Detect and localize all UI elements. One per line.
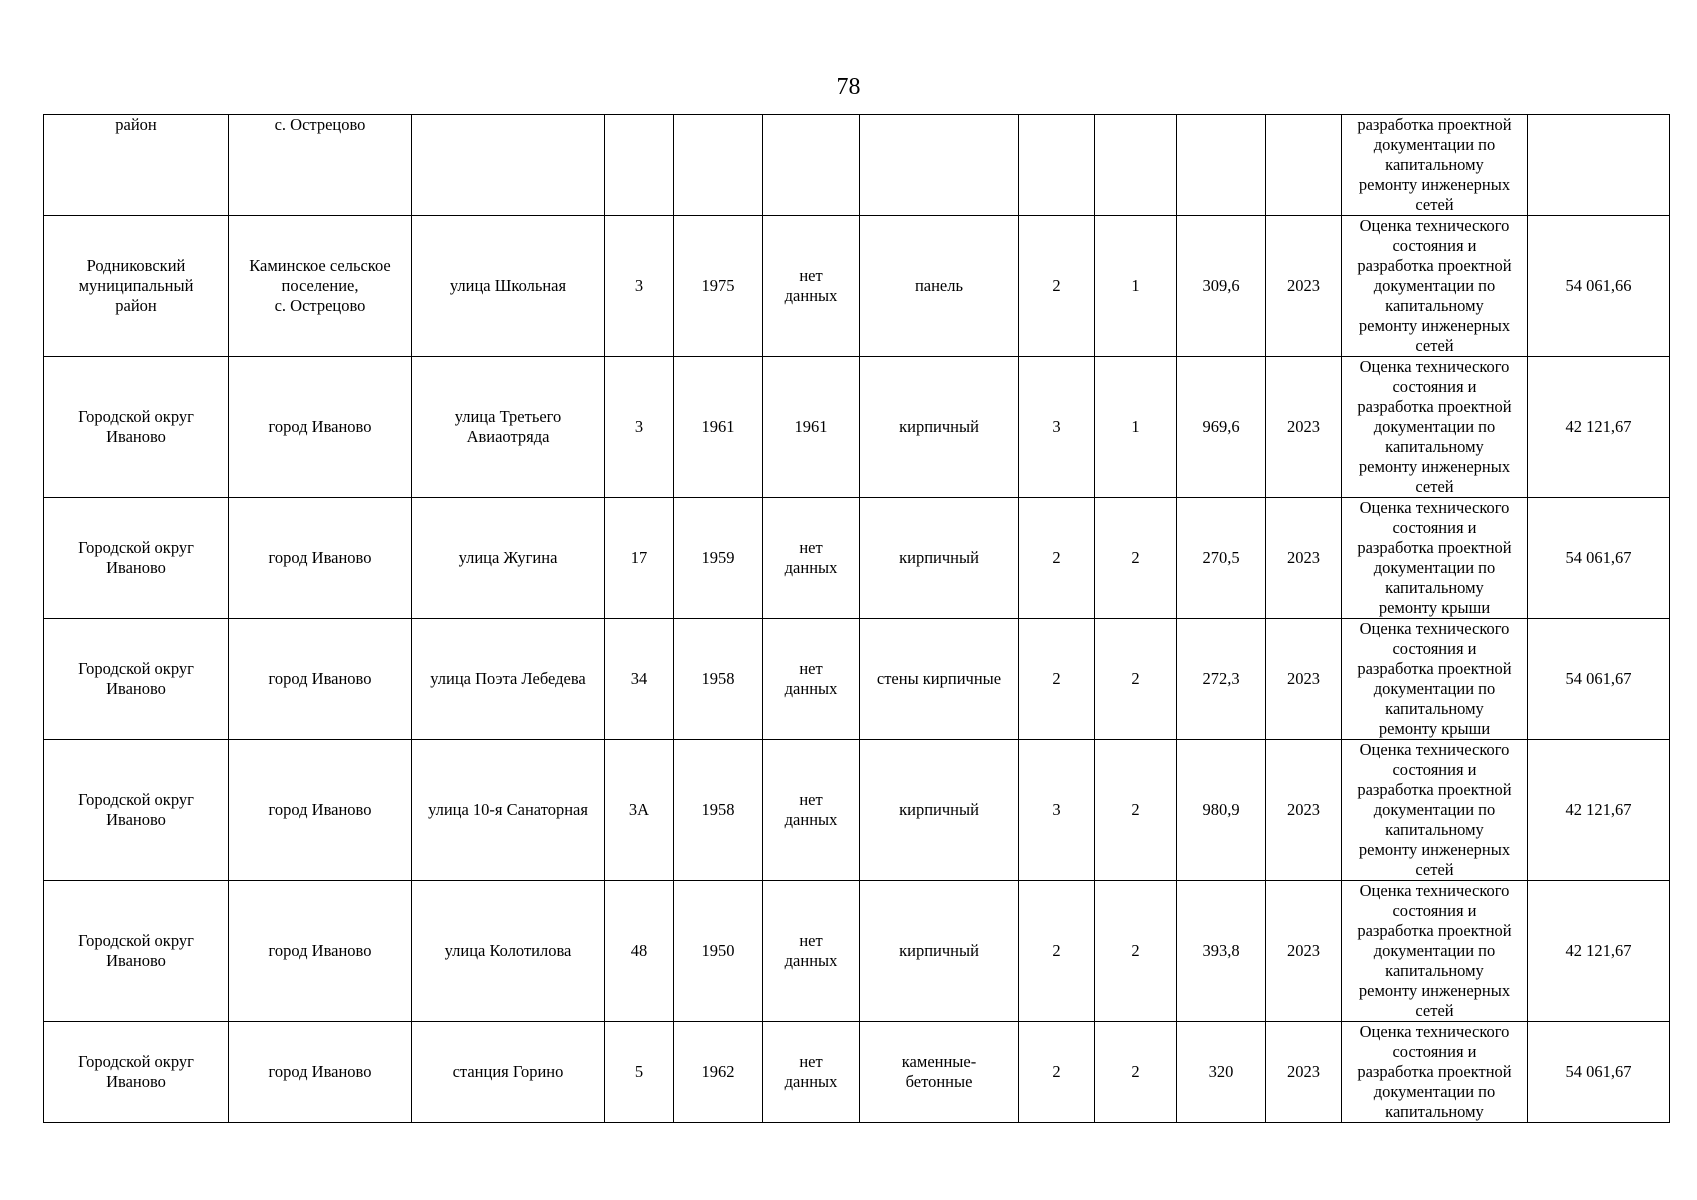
floors-cell: 3 — [1019, 740, 1095, 881]
wall-material-cell: стены кирпичные — [860, 619, 1019, 740]
planned-year-cell: 2023 — [1266, 619, 1342, 740]
entrances-cell — [1095, 115, 1177, 216]
commissioned-cell: нет данных — [763, 1022, 860, 1123]
cost-cell: 54 061,67 — [1528, 1022, 1670, 1123]
planned-year-cell: 2023 — [1266, 216, 1342, 357]
settlement-cell: город Иваново — [229, 881, 412, 1022]
district-cell: Родниковский муниципальный район — [44, 216, 229, 357]
area-cell: 309,6 — [1177, 216, 1266, 357]
entrances-cell: 2 — [1095, 740, 1177, 881]
commissioned-cell: нет данных — [763, 498, 860, 619]
floors-cell: 2 — [1019, 619, 1095, 740]
district-cell: Городской округ Иваново — [44, 881, 229, 1022]
wall-material-cell: кирпичный — [860, 740, 1019, 881]
street-cell: улица Колотилова — [412, 881, 605, 1022]
cost-cell: 42 121,67 — [1528, 740, 1670, 881]
house-number-cell: 3 — [605, 216, 674, 357]
commissioned-cell: 1961 — [763, 357, 860, 498]
district-cell: Городской округ Иваново — [44, 1022, 229, 1123]
cost-cell: 54 061,67 — [1528, 619, 1670, 740]
house-number-cell: 48 — [605, 881, 674, 1022]
wall-material-cell: каменные- бетонные — [860, 1022, 1019, 1123]
cost-cell: 54 061,66 — [1528, 216, 1670, 357]
year-built-cell: 1961 — [674, 357, 763, 498]
area-cell — [1177, 115, 1266, 216]
commissioned-cell: нет данных — [763, 740, 860, 881]
page-number: 78 — [836, 74, 861, 100]
commissioned-cell: нет данных — [763, 881, 860, 1022]
cost-cell: 54 061,67 — [1528, 498, 1670, 619]
planned-year-cell: 2023 — [1266, 740, 1342, 881]
house-number-cell — [605, 115, 674, 216]
year-built-cell: 1950 — [674, 881, 763, 1022]
year-built-cell — [674, 115, 763, 216]
street-cell: улица Третьего Авиаотряда — [412, 357, 605, 498]
year-built-cell: 1959 — [674, 498, 763, 619]
settlement-cell: город Иваново — [229, 357, 412, 498]
settlement-cell: город Иваново — [229, 498, 412, 619]
planned-year-cell: 2023 — [1266, 1022, 1342, 1123]
floors-cell: 2 — [1019, 1022, 1095, 1123]
cost-cell: 42 121,67 — [1528, 881, 1670, 1022]
wall-material-cell: кирпичный — [860, 498, 1019, 619]
planned-year-cell: 2023 — [1266, 498, 1342, 619]
settlement-cell: город Иваново — [229, 740, 412, 881]
work-type-cell: Оценка технического состояния и разработка проектной документации по капитальному ремонту крыши — [1342, 498, 1528, 619]
buildings-table — [43, 114, 1670, 1123]
table-row — [44, 1022, 1670, 1123]
area-cell: 969,6 — [1177, 357, 1266, 498]
year-built-cell: 1962 — [674, 1022, 763, 1123]
commissioned-cell — [763, 115, 860, 216]
street-cell: станция Горино — [412, 1022, 605, 1123]
work-type-cell: Оценка технического состояния и разработка проектной документации по капитальному ремонту инженерных сетей — [1342, 216, 1528, 357]
house-number-cell: 3А — [605, 740, 674, 881]
table-row — [44, 881, 1670, 1022]
table-row — [44, 740, 1670, 881]
floors-cell: 2 — [1019, 881, 1095, 1022]
work-type-cell: Оценка технического состояния и разработка проектной документации по капитальному — [1342, 1022, 1528, 1123]
commissioned-cell: нет данных — [763, 619, 860, 740]
district-cell: Городской округ Иваново — [44, 498, 229, 619]
area-cell: 272,3 — [1177, 619, 1266, 740]
floors-cell — [1019, 115, 1095, 216]
entrances-cell: 2 — [1095, 881, 1177, 1022]
work-type-cell: Оценка технического состояния и разработка проектной документации по капитальному ремонту крыши — [1342, 619, 1528, 740]
entrances-cell: 1 — [1095, 357, 1177, 498]
work-type-cell: Оценка технического состояния и разработка проектной документации по капитальному ремонту инженерных сетей — [1342, 740, 1528, 881]
house-number-cell: 17 — [605, 498, 674, 619]
cost-cell — [1528, 115, 1670, 216]
table-row — [44, 357, 1670, 498]
settlement-cell: город Иваново — [229, 1022, 412, 1123]
area-cell: 320 — [1177, 1022, 1266, 1123]
table-row — [44, 115, 1670, 216]
planned-year-cell: 2023 — [1266, 881, 1342, 1022]
table-row — [44, 216, 1670, 357]
floors-cell: 3 — [1019, 357, 1095, 498]
house-number-cell: 5 — [605, 1022, 674, 1123]
area-cell: 980,9 — [1177, 740, 1266, 881]
street-cell — [412, 115, 605, 216]
area-cell: 393,8 — [1177, 881, 1266, 1022]
street-cell: улица 10-я Санаторная — [412, 740, 605, 881]
street-cell: улица Жугина — [412, 498, 605, 619]
district-cell: Городской округ Иваново — [44, 357, 229, 498]
floors-cell: 2 — [1019, 216, 1095, 357]
planned-year-cell: 2023 — [1266, 357, 1342, 498]
district-cell: Городской округ Иваново — [44, 740, 229, 881]
wall-material-cell: панель — [860, 216, 1019, 357]
entrances-cell: 2 — [1095, 498, 1177, 619]
year-built-cell: 1958 — [674, 619, 763, 740]
district-cell: Городской округ Иваново — [44, 619, 229, 740]
work-type-cell: Оценка технического состояния и разработка проектной документации по капитальному ремонту инженерных сетей — [1342, 881, 1528, 1022]
entrances-cell: 1 — [1095, 216, 1177, 357]
settlement-cell: Каминское сельское поселение, с. Острецово — [229, 216, 412, 357]
area-cell: 270,5 — [1177, 498, 1266, 619]
entrances-cell: 2 — [1095, 1022, 1177, 1123]
work-type-cell: разработка проектной документации по капитальному ремонту инженерных сетей — [1342, 115, 1528, 216]
year-built-cell: 1975 — [674, 216, 763, 357]
house-number-cell: 34 — [605, 619, 674, 740]
wall-material-cell: кирпичный — [860, 881, 1019, 1022]
district-cell: район — [44, 115, 229, 216]
commissioned-cell: нет данных — [763, 216, 860, 357]
settlement-cell: с. Острецово — [229, 115, 412, 216]
table-row — [44, 498, 1670, 619]
cost-cell: 42 121,67 — [1528, 357, 1670, 498]
work-type-cell: Оценка технического состояния и разработка проектной документации по капитальному ремонту инженерных сетей — [1342, 357, 1528, 498]
table-row — [44, 619, 1670, 740]
wall-material-cell — [860, 115, 1019, 216]
year-built-cell: 1958 — [674, 740, 763, 881]
wall-material-cell: кирпичный — [860, 357, 1019, 498]
planned-year-cell — [1266, 115, 1342, 216]
street-cell: улица Поэта Лебедева — [412, 619, 605, 740]
settlement-cell: город Иваново — [229, 619, 412, 740]
street-cell: улица Школьная — [412, 216, 605, 357]
entrances-cell: 2 — [1095, 619, 1177, 740]
floors-cell: 2 — [1019, 498, 1095, 619]
house-number-cell: 3 — [605, 357, 674, 498]
